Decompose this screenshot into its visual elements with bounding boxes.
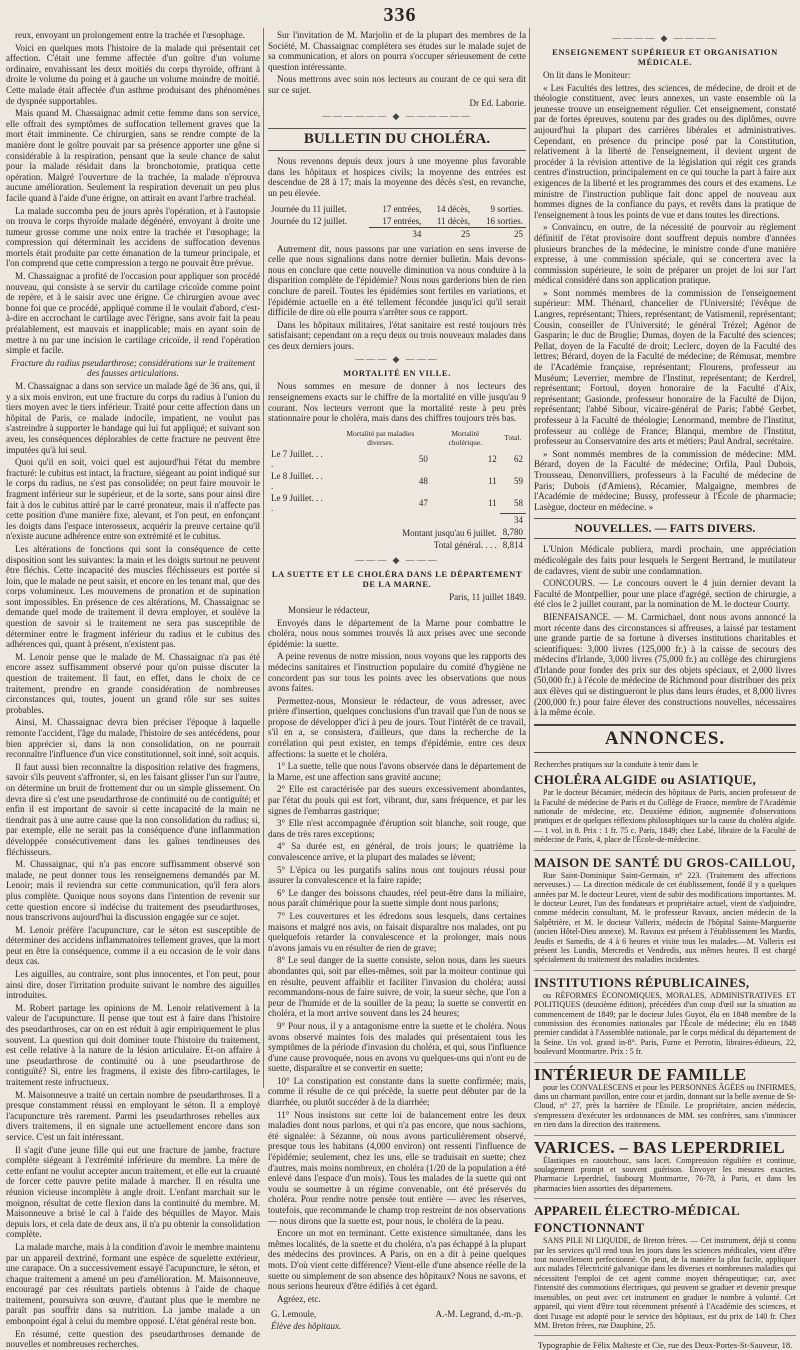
- enseignement-paragraphs: [534, 70, 796, 512]
- ad-body: Par le docteur Bécamier, médecin des hôpitaux de Paris, ancien professeur de la Faculté de médecine de Paris et du Collège de France, membre de l'Académie nationale de médecine, etc. Deuxième édition, augmentée d'observations pratiques et de quelques réflexions philosophiques sur la cause du choléra algide. — 1 vol. in 8. Prix : 1 fr. 75 c. Paris, 1849; chez Labé, libraire de la Faculté de médecine de Paris, 4, place de l'École-de-médecine.: [534, 788, 796, 845]
- paragraph: Autrement dit, nous passons par une variation en sens inverse de celle que nous signalions dans notre dernier bulletin. Mais devons-nous en conclure que cette nouvelle diminution va nous conduire à la disparition complète de l'épidémie? Nous nous garderions bien de rien conclure de pareil. Toutes les épidémies sont fertiles en variations, et l'épidémie actuelle en a été tellement fécondée jusqu'ici qu'il serait difficile de dire où elle pourra s'arrêter sous ce rapport.: [268, 243, 526, 318]
- paragraph: Les aiguilles, au contraire, sont plus innocentes, et l'on peut, pour ainsi dire, doser l'irritation produite suivant le nombre des aiguilles introduites.: [6, 969, 260, 1001]
- total-label: Total général. . . .: [433, 540, 497, 551]
- journee-deces: 14 décès,: [436, 203, 471, 214]
- advertisement: [534, 1063, 796, 1136]
- total-row: [268, 539, 526, 552]
- paragraph: Sur l'invitation de M. Marjolin et de la plupart des membres de la Société, M. Chassaignac complétera ses études sur le malade sujet de sa communication, et alors on pourra s'occuper sérieusement de cette question intéressante.: [268, 30, 526, 72]
- advertisement: [534, 851, 796, 971]
- paragraph: reux, envoyant un prolongement entre la trachée et l'œsophage.: [15, 30, 245, 40]
- paragraph: BIENFAISANCE. — M. Carmichael, dont nous avons annoncé la mort récente dans des circonstances si affreuses, a laissé par testament une grande partie de sa fortune à diverses institutions charitables et scientifiques: 3,000 livres (125,000 fr.) à la caisse de secours des médecins d'Irlande, 3,000 livres (75,000 fr.) au collège des chirurgiens d'Irlande pour fonder des prix sur des objets spéciaux, et 2,000 livres (50,000 fr.) à l'école de médecine de Richmond pour distribuer des prix aux élèves qui se distingueront le plus dans leurs études, et 8,000 livres (200,000 fr.) pour faire élever des constructions nouvelles, nécessaires à la même école.: [534, 611, 796, 718]
- column-rule-right: [529, 28, 530, 1088]
- mort-label: Le 9 Juillet. . . .: [271, 492, 323, 513]
- paragraph: M. Chassaignac a profité de l'occasion pour appliquer son procédé nouveau, qui consiste à se servir du cartilage cricoïde comme point de repère, et à le saisir avec une érigne. Ce chirurgien avoue avec bonne foi que ce procédé, appliqué comme il le voulait d'abord, c'est-à-dire en accrochant le cartilage avec l'érigne, sans avoir fait la peau préalablement, est mauvais et inapplicable; mais en ayant soin de mettre à nu par une incision le cartilage cricoïde, il rend l'opération simple et facile.: [6, 271, 260, 356]
- ad-lead: Recherches pratiques sur la conduite à tenir dans le: [534, 759, 698, 769]
- paragraph: Nous revenons depuis deux jours à une moyenne plus favorable dans les hôpitaux et hospices civils; la moyenne des entrées est descendue de 28 à 17; mais la moyenne des décès s'est, en revanche, un peu élevée.: [268, 156, 526, 198]
- ad-body: Rue Saint-Dominique Saint-Germain, n° 223. (Traitement des affections nerveuses.) — La direction médicale de cet établissement, fondé il y a quelques années par M. le docteur Leuret, vient de subir des modifications importantes. M. le docteur Leuret, l'un des fondateurs et propriétaire actuel, vient de s'adjoindre, comme médecin consultant, M. le professeur Ravaux, ancien médecin de la Salpêtrière, et M. le docteur Vallerix, médecin de l'hôpital Sainte-Marguerite (ancien Hôtel-Dieu annexe). M. Ravaux est présent à l'établissement les Mardis, Jeudis et Samedis, de 4 à 6 heures et visite tous les malades.—M. Vallerix est présent les Lundis, Mercredis et Vendredis, aux mêmes heures. Il est chargé spécialement du traitement des maladies incidentes.: [534, 870, 796, 965]
- bulletin-title: BULLETIN DU CHOLÉRA.: [268, 128, 526, 151]
- mort-chol: 11: [488, 475, 497, 486]
- typography-footer: Typographie de Félix Malteste et Cie, rue des Deux-Portes-St-Sauveur, 18.: [537, 1340, 793, 1350]
- journee-deces: 11 décès,: [436, 215, 471, 226]
- journee-sorties: 16 sorties.: [486, 215, 523, 226]
- ad-title: VARICES. – BAS LEPERDRIEL: [534, 1137, 785, 1157]
- advertisement: [534, 1199, 796, 1336]
- advertisements: [534, 757, 796, 1336]
- mort-header-chol: Mortalité cholérique.: [448, 428, 483, 447]
- ad-title: MAISON DE SANTÉ DU GROS-CAILLOU,: [534, 854, 796, 870]
- signer-1: G. Lemoule,: [271, 1309, 317, 1320]
- marne-salutation: Monsieur le rédacteur,: [288, 604, 370, 615]
- mort-diverses: 47: [418, 497, 428, 508]
- paragraph: M. Lenoir préfère l'acupuncture, car le séton est susceptible de déterminer des accidens inflammatoires tellement graves, que la mort peut en être la conséquence, comme il a eu occasion de le voir dans deux cas.: [6, 924, 260, 967]
- mort-total: 59: [514, 475, 523, 486]
- page-number: 336: [383, 4, 417, 26]
- paragraph: Voici en quelques mots l'histoire de la malade qui présentait cet affection. C'était une femme affectée d'un goître d'un volume ordinaire, envahissant les deux moitiés du corps thyroïde, offrant à droite le volume du poing et à gauche un volume moindre de moitié. Cette malade était affectée d'un asthme produisant des phénomènes de dyspnée supportables.: [6, 42, 260, 106]
- fracture-subhead: Fracture du radius pseudarthrose; considérations sur le traitement des fausses articulations.: [10, 357, 256, 379]
- journee-entrees: 17 entrées,: [382, 203, 422, 214]
- mortalite-row: [268, 470, 526, 492]
- paragraph: Il faut aussi bien reconnaître la disposition relative des fragmens, savoir s'ils peuvent s'affronter, si, en les faisant glisser l'un sur l'autre, on détermine un bruit de frottement dur ou un simple glissement. On devra dire si c'est une pseudarthrose de continuité ou de contiguïté; et enfin il est important de savoir si cette incapacité de la main ne tiendrait pas à une autre cause que la non consolidation du radius; si, par exemple, elle ne serait pas la conséquence d'une inflammation développée consécutivement dans les gaînes tendineuses des fléchisseurs.: [6, 761, 260, 857]
- mort-chol: 11: [488, 497, 497, 508]
- ornament-divider: ——— ◆ ———: [355, 555, 439, 566]
- column-1: [6, 30, 260, 1350]
- mortalite-table: [268, 428, 526, 552]
- total-sorties: 25: [473, 227, 526, 240]
- total-entrees: 34: [369, 227, 424, 240]
- paragraph: 3° Elle n'est accompagnée d'éruption soit blanche, soit rouge, que dans de très rares exceptions;: [268, 818, 526, 839]
- montant-value: 8,780: [502, 527, 523, 538]
- paragraph: M. Chassaignac a dans son service un malade âgé de 36 ans, qui, il y a six mois environ, eut une fracture du corps du radius à l'union du tiers moyen avec le tiers inférieur. Traité pour cette affection dans un hôpital de Paris, ce malade indocile, impatient, ne voulut pas s'astreindre à supporter le bandage qui lui fut appliqué; et suivant son aveu, les conséquences déplorables de cette fracture ne peuvent être imputées qu'à lui seul.: [6, 381, 260, 455]
- mort-total: 62: [514, 453, 523, 464]
- paragraph: M. Maisonneuve a traité un certain nombre de pseudarthroses. Il a presque constamment réussi en employant le séton. Il a employé l'acupuncture très rarement. Parmi les pseudarthroses rebelles aux divers traitemens, il en signale une actuellement encore dans son service. C'est un fait intéressant.: [6, 1089, 260, 1142]
- montant-label: Montant jusqu'au 6 juillet.: [402, 527, 497, 538]
- paragraph: « Les Facultés des lettres, des sciences, de médecine, de droit et de théologie constituent, avec leurs annexes, un vaste ensemble où la jeunesse trouve un enseignement régulier. Cet enseignement, constaté par de fortes épreuves, soutenu par des grades ou des diplômes, ouvre aujourd'hui la plupart des carrières libérales et administratives. Cependant, en présence du principe posé par la Constitution, relativement à la liberté de l'enseignement, il devient urgent de procéder à la révision attentive de la législation qui régit ces grands centres d'instruction, principalement en ce qui touche la part à faire aux exigences de la liberté et les programmes des cours et des examens. Le ministre de l'instruction publique fait donc appel de nouveau aux hommes dignes de la confiance du pays, et revêts dans la pratique de l'enseignement à tous les points de vue et dans toutes les directions.: [534, 82, 796, 220]
- paragraph: Quoi qu'il en soit, voici quel est aujourd'hui l'état du membre fracturé: le cubitus est intact, la fracture, siégeant au point indiqué sur le corps du radius, ne s'est pas consolidée; on peut faire mouvoir le fragment inférieur sur le supérieur, et de la sorte, sans pour ainsi dire fait à dos le cubitus attiré par le carré pronateur, mais il n'affecte pas cette position d'une manière fixe, alevant, et l'on peut, en enfonçant les doigts dans l'espace interosseux, acquérir la preuve certaine qu'il n'existe aucune adhérence entre son extrémité et le cubitus.: [6, 457, 260, 542]
- marne-date: Paris, 11 juillet 1849.: [449, 592, 526, 603]
- ad-title: INSTITUTIONS RÉPUBLICAINES,: [534, 974, 750, 990]
- bulletin-paragraphs: [268, 156, 526, 198]
- ad-body: Élastiques en caoutchouc, sans lacet. Compression régulière et continue, soulagement prompt et souvent guérison. Envoyer les mesures exactes. Pharmacie Leperdriel, faubourg Montmartre, 76-78, à Paris, et dans les pharmacies bien assorties des départemens.: [534, 1155, 796, 1193]
- paragraph: Dans les hôpitaux militaires, l'état sanitaire est resté toujours très satisfaisant; cependant on a reçu deux ou trois nouveaux malades dans ces deux derniers jours.: [268, 319, 526, 351]
- paragraph: 7° Les couvertures et les édredons sous lesquels, dans certaines maisons et malgré nos avis, on faisait disparaître nos malades, ont pu quelquefois retarder la convalescence et la prolonger, mais nous n'avons jamais vu en résulter de rien de grave;: [268, 910, 526, 953]
- mort-header-blank: [268, 428, 330, 448]
- ornament-divider: ——— ◆ ———: [355, 354, 439, 365]
- paragraph: Permettez-nous, Monsieur le rédacteur, de vous adresser, avec prière d'insertion, quelques conclusions d'un travail que l'un de nous se propose de développer d'ici à peu de jours. Tout l'intérêt de ce travail, s'il en a, se consistera, d'ailleurs, que dans la recherche de la corrélation qui peut exister, en temps d'épidémie, entre ces deux affections: la suette et le choléra.: [268, 695, 526, 759]
- signer-note: Élève des hôpitaux.: [271, 1321, 342, 1332]
- paragraph: M. Lenoir pense que le malade de M. Chassaignac n'a pas été encore assez suffisamment observé pour qu'on puisse discuter la question de traitement. Il faut, en effet, dans le choix de ce traitement, prendre en grande considération de nombreuses circonstances qui, toutes, jouent un grand rôle sur ses suites probables.: [6, 651, 260, 715]
- journee-total-row: [268, 227, 526, 240]
- ad-body: SANS PILE NI LIQUIDE, de Breton frères. — Cet instrument, déjà si connu par les services qu'il rend tous les jours dans les sciences médicales, vient d'être tout nouvellement perfectionné. On peut, de la manière la plus facile, appliquer aux malades l'électricité galvanique dans les diverses et nombreuses maladies qui nécessitent l'emploi de cet agent comme moyen thérapeutique; car, avec l'intensité des commotions électriques, qui peuvent se graduer et devenir presque insensibles, on peut avec cet instrument en graduer le nombre à volonté. Cet appareil, qui vient d'être tout récemment présenté à l'Académie des sciences, et dont l'usage est adopté pour le service des hôpitaux, est du prix de 140 fr. Chez MM. Breton frères, rue Dauphine, 25.: [534, 1236, 796, 1330]
- paragraph: 9° Pour nous, il y a antagonisme entre la suette et le choléra. Nous avons observé maintes fois des malades qui présentaient tous les symptômes de la période d'invasion du choléra, et qui, sous l'influence d'une cause provoquée, nous en avons vu quelques-uns qui n'ont eu de suette, disparaître et se convertir en suette;: [268, 1020, 526, 1074]
- paragraph: En résumé, cette question des pseudarthroses demande de nouvelles et nombreuses recherches.: [6, 1328, 260, 1350]
- journee-row: [268, 215, 526, 228]
- ad-body: ou RÉFORMES ÉCONOMIQUES, MORALES, ADMINISTRATIVES ET POLITIQUES (deuxième édition), précédées d'un coup d'œil sur la situation au commencement de 1849; par le docteur Jules Guyot, élu en 1848 membre de la commission des économies nationales par l'École de médecine; élu en 1848 premier candidat à l'Assemblée nationale, par le corps médical du département de la Seine. Un vol. grand in-8°. Paris, Furne et Perrotin, libraires-éditeurs, 22, boulevard Montmartre. Prix : 5 fr.: [534, 990, 796, 1057]
- journee-row: [268, 203, 526, 215]
- bulletin-paragraphs-2: [268, 244, 526, 352]
- paragraph: CONCOURS. — Le concours ouvert le 4 juin dernier devant la Faculté de Montpellier, pour une place d'agrégé, section de chirurgie, a été clos le 2 juillet courant, par la nomination de M. le docteur Courty.: [534, 578, 796, 610]
- paragraph: La malade marche, mais à la condition d'avoir le membre maintenu par un appareil dextriné, formant une espèce de squelette extérieur, une carapace. On a successivement essayé l'acupuncture, le séton, et chaque traitement a amené un peu d'amélioration. M. Maisonneuve, encouragé par ces résultats partiels obtenus à l'aide de chaque traitement, poursuivra son œuvre, d'autant plus que le membre ne paraît pas souffrir dans sa nutrition. La jambe malade a un embonpoint égal à celui du membre opposé. L'état général reste bon.: [6, 1241, 260, 1327]
- journee-label: Journée du 11 juillet.: [271, 203, 347, 214]
- journee-table: [268, 203, 526, 240]
- mort-header-total: Total.: [504, 433, 522, 443]
- paragraph: A peine revenus de notre mission, nous voyons que les rapports des médecins sanitaires et l'instruction populaire du comité d'hygiène ne concordent pas sur tous les points avec les observations que nous avons faites.: [268, 651, 526, 694]
- mort-label: Le 8 Juillet. . . .: [271, 470, 323, 491]
- journee-label: Journée du 12 juillet.: [271, 215, 347, 226]
- signer-2: A.-M. Legrand, d.-m.-p.: [435, 1309, 523, 1320]
- paragraph: 4° Sa durée est, en général, de trois jours; le quatrième la convalescence arrive, et la plupart des malades se lèvent;: [268, 841, 526, 862]
- paragraph: 5° L'épica ou les purgatifs salins nous ont toujours réussi pour assurer la convalescence et la faire rapide;: [268, 864, 526, 886]
- mort-sum: 34: [500, 514, 526, 527]
- paragraph: Nous sommes en mesure de donner à nos lecteurs des renseignemens exacts sur le chiffre de la mortalité en ville jusqu'au 9 courant. Nos lecteurs verront que la mortalité reste à peu près stationnaire pour le choléra, mais dans des chiffres toujours très bas.: [268, 381, 526, 424]
- mortalite-row: [268, 492, 526, 514]
- paragraph: Nous mettrons avec soin nos lecteurs au courant de ce qui sera dit sur ce sujet.: [268, 74, 526, 95]
- paragraph: La malade succomba peu de jours après l'opération, et à l'autopsie on trouva le corps thyroïde malade dégénéré, envoyant à droite une tumeur grosse comme une noix entre la trachée et l'œsophage; la compression qui déterminait les accidens de suffocation devenus mortels était produite par cette émanation de la tumeur principale, et l'on comprend que cette compression a tergo ne pouvait être prévue.: [6, 205, 260, 269]
- paragraph: Envoyés dans le département de la Marne pour combattre le choléra, nous nous sommes trouvés là aux prises avec une seconde épidémie: la suette.: [268, 617, 526, 649]
- paragraph: » Sont nommés membres de la commission de médecine: MM. Bérard, doyen de la Faculté de médecine; Orfila, Paul Dubois, Trousseau, Denonvilliers, professeurs à la Faculté de médecine de Paris; Dubois (d'Amiens), Récamier, Malgaigne, membres de l'Académie de médecine; Bussy, professeur à l'École de pharmacie; Lasègue, docteur en médecine. »: [534, 448, 796, 512]
- paragraph: Ainsi, M. Chassaignac devra bien préciser l'époque à laquelle remonte l'accident, l'âge du malade, l'histoire de ses antécédens, pour bien apprécier si, dans la non consolidation, on ne pourrait reconnaître l'influence d'un vice constitutionnel, soit inné, soit acquis.: [6, 717, 260, 760]
- mortalite-header-row: [268, 428, 526, 448]
- advertisement: [534, 757, 796, 851]
- paragraph: 10° La constipation est constante dans la suette confirmée; mais, comme il résulte de ce qui précède, la suette peut débuter par de la diarrhée, ou plutôt succéder à de la diarrhée;: [268, 1075, 526, 1108]
- paragraph: M. Robert partage les opinions de M. Lenoir relativement à la valeur de l'acupuncture. Il pense que tout est à faire dans l'histoire des pseudarthroses, car on en est réduit à agir empiriquement le plus souvent. La question qui doit dominer toute l'histoire du traitement, est celle relative à la nature de la lésion articulaire. Et-on affaire à une pseudarthrose de continuité ou à une pseudarthrose de contiguïté? Si, entre les fragmens, il existe des fibro-cartilages, le traitement reste infructueux.: [6, 1002, 260, 1087]
- paragraph: On lit dans le Moniteur:: [543, 70, 631, 80]
- mort-header-diverses: Mortalité par maladies diverses.: [346, 428, 415, 447]
- total-value: 8,814: [500, 539, 526, 552]
- column-rule-left: [263, 28, 264, 1088]
- ad-title: INTÉRIEUR DE FAMILLE: [534, 1064, 747, 1084]
- paragraph: » Convaincu, en outre, de la nécessité de pourvoir au règlement définitif de l'état provisoire dont souffrent depuis nombre d'années plusieurs branches de la médecine, le ministre conde d'une manière expresse, à une commission spéciale, qui se concertera avec la commission supérieure, le soin de préparer un projet de loi sur l'art médical considéré dans son application pratique.: [534, 222, 796, 286]
- intro-signature: Dr Ed. Laborie.: [469, 97, 526, 108]
- ornament-divider: —————— ◆ ——————: [322, 111, 472, 122]
- paragraph: Mais quand M. Chassaignac admit cette femme dans son service, elle offrait des symptômes de suffocation tellement graves que la mort était imminente. Ce chirurgien, sans se rendre compte de la manière dont le goître pouvait par sa présence apporter une gêne si considérable à la respiration, pensant que la seule chance de salut pour la malade résidait dans la bronchotomie, pratiqua cette opération. Malgré l'ouverture de la trachée, la malade n'éprouva aucune amélioration. Seulement la respiration devenait un peu plus facile quand à l'aide d'une érigne, on attirait en avant l'arbre trachéal.: [6, 108, 260, 203]
- advertisement: [534, 971, 796, 1063]
- mortalite-paragraphs: [268, 381, 526, 423]
- signers: [268, 1308, 526, 1332]
- col2-intro: [268, 30, 526, 96]
- mort-sum-row: [268, 514, 526, 527]
- marne-title: LA SUETTE ET LE CHOLÉRA DANS LE DÉPARTEMENT DE LA MARNE.: [271, 569, 523, 590]
- paragraph: » Sont nommés membres de la commission de l'enseignement supérieur: MM. Thénard, chancelier de l'Université; l'évêque de Langres, représentant; Thiers, représentant; de Vatismenil, représentant; Cousin, conseiller de l'Université; le général Trézel; Agénor de Gasparin; le duc de Broglie; Dumas, doyen de la Faculté des sciences; Pellat, doyen de la Faculté de droit; Leclerc, doyen de la Faculté des lettres; Bérard, doyen de la Faculté de médecine; de Rémusat, membre de l'Académie française, représentant; Flourens, professeur au Muséum; Leverrier, membre de l'Institut, représentant; de Kerdrel, représentant; Fortoul, doyen honoraire de la Faculté d'Aix, représentant; Gasionde, professeur honoraire de la Faculté de Dijon, représentant; l'abbé Sibour, vicaire-général de Paris; l'abbé Gerbet, professeur à la Faculté de théologie; Lenormand, membre de l'Institut, professeur au collège de France; Blanqui, membre de l'Institut, professeur au Conservatoire des arts et métiers; Paul Andral, secrétaire.: [534, 287, 796, 447]
- paragraph: L'Union Médicale publiera, mardi prochain, une appréciation médicolégale des faits pour lesquels le Sergent Bertrand, le mutilateur de cadavres, vient de subir une condamnation.: [534, 544, 796, 576]
- ornament-divider: ———— ◆ ————: [612, 33, 718, 43]
- annonces-title: ANNONCES.: [534, 724, 796, 753]
- col1-paragraphs-2: [6, 381, 260, 1350]
- mort-diverses: 48: [418, 475, 428, 486]
- total-deces: 25: [424, 227, 473, 240]
- mortalite-row: [268, 448, 526, 470]
- column-2: [268, 30, 526, 1332]
- mort-total: 58: [514, 497, 523, 508]
- journee-sorties: 9 sorties.: [490, 203, 523, 214]
- nouvelles-title: NOUVELLES. — FAITS DIVERS.: [534, 518, 796, 539]
- advertisement: [534, 1136, 796, 1200]
- paragraph: M. Chassaignac, qui n'a pas encore suffisamment observé son malade, ne peut donner tous les renseignemens demandés par M. Lenoir; mais il reviendra sur cette communication, qu'il fera alors plus complète. Quoique nous soyons dans l'intention de revenir sur cette question encore si indécise du traitement des pseudarthroses, nous transcrivons aujourd'hui la discussion engagée sur ce sujet.: [6, 859, 260, 923]
- paragraph: 11° Nous insistons sur cette loi de balancement entre les deux maladies dont nous parlons, et qui n'a pas encore, que nous sachions, été signalée: à Sézanne, où nous avons particulièrement observé, presque tous les habitans (4,000 environ) ont ressenti l'influence de l'épidémie; seulement, chez les uns, elle se traduisait en suette; chez d'autres, mais moins nombreux, en choléra (1/20 de la population a été enlevé dans l'espace d'un mois). Tous les malades de la suette qui ont voulu se soumettre à un régime convenable, ont été préservés du choléra. Pour rendre notre pensée tout entière — avec les réserves, toutefois, que recommande le champ trop restreint de nos observations — nous dirons que la suette est, pour nous, le choléra de la peau.: [268, 1109, 526, 1226]
- paragraph: 2° Elle est caractérisée par des sueurs excessivement abondantes, par l'état du pouls qui est fort, vibrant, dur, sans fréquence, et par les signes de l'embarras gastrique;: [268, 784, 526, 816]
- journee-entrees: 17 entrées,: [382, 215, 422, 226]
- col1-paragraphs: [6, 30, 260, 356]
- montant-row: [268, 526, 526, 539]
- mort-diverses: 50: [418, 453, 428, 464]
- mort-label: Le 7 Juillet. . . .: [271, 448, 323, 469]
- mortalite-title: MORTALITÉ EN VILLE.: [343, 368, 451, 379]
- enseignement-title: ENSEIGNEMENT SUPÉRIEUR ET ORGANISATION MÉDICALE.: [552, 47, 778, 67]
- paragraph: Les altérations de fonctions qui sont la conséquence de cette disposition sont les suivantes: la main et les doigts surtout ne peuvent être fléchis. Cette incapacité des muscles fléchisseurs est portée si loin, que le malade ne peut saisir, et encore en les tenant mal, que des corps volumineux. Les mouvemens de pronation et de supination sont impossibles. En présence de ces altérations, M. Chassaignac se demande quel mode de traitement il devra employer, et soulève la question de savoir si le traitement ne sera pas susceptible de déterminer entre le fragment inférieur du radius et le cubitus des adhérences qui, quant à présent, n'existent pas.: [6, 543, 260, 650]
- paragraph: Encore un mot en terminant. Cette existence simultanée, dans les mêmes localités, de la suette et du choléra, n'a pas échappé à la plupart des médecins des provinces. A Paris, on en a dit à peine quelques mots. D'où vient cette différence? Vient-elle d'une absence réelle de la suette ou simplement de son absence des hôpitaux? Nous ne savons, et nous serions heureux d'être édifiés à cet égard.: [268, 1228, 526, 1292]
- marne-paragraphs: [268, 618, 526, 1305]
- ad-title: CHOLÉRA ALGIDE ou ASIATIQUE,: [534, 772, 756, 788]
- paragraph: Agréez, etc.: [277, 1293, 321, 1304]
- paragraph: 8° Le seul danger de la suette consiste, selon nous, dans les sueurs abondantes qui, soit par elles-mêmes, soit par la moiteur continue qui en résulte, peuvent affaiblir et faciliter l'invasion du choléra; aussi recommandons-nous de faire suivre, de voir, la sueur sèche, que l'on a peur de l'humide et de la souiller de la peau; la suette se convertit en choléra, et la mort arrive souvent dans les 24 heures;: [268, 955, 526, 1019]
- mort-chol: 12: [487, 453, 497, 464]
- ad-body: pour les CONVALESCENS et pour les PERSONNES ÂGÉES ou INFIRMES, dans un charmant pavillon, entre cour et jardin, donnant sur la belle avenue de St-Cloud, n° 27, près la barrière de l'Étoile. Le propriétaire, ancien médecin, s'empressera d'exécuter les ordonnances de MM. ses confrères, sans s'immiscer en rien dans la direction des traitemens.: [534, 1082, 796, 1130]
- ad-title: APPAREIL ÉLECTRO-MÉDICAL FONCTIONNANT: [534, 1203, 740, 1236]
- paragraph: 6° Le danger des boissons chaudes, réel peut-être dans la miliaire, nous paraît chimérique pour la suette simple dont nous parlons;: [268, 887, 526, 909]
- paragraph: 1° La suette, telle que nous l'avons observée dans le département de la Marne, est une affection sans gravité aucune;: [268, 761, 526, 782]
- column-3: [534, 30, 796, 1350]
- nouvelles-paragraphs: [534, 544, 796, 718]
- paragraph: Il s'agit d'une jeune fille qui eut une fracture de jambe, fracture complète siégeant à l'extrémité inférieure du membre. La mère de cette enfant ne voulut accepter aucun traitement, et elle eut la cruauté de forcer cette pauvre petite malade à marcher. Il en résulta une réunion vicieuse incomplète à angle droit. L'enfant marchait sur le moignon, résultat de cette flexion dans la continuité du membre. M. Maisonneuve a brisé le cal à l'aide des béquilles de Mayor. Mais depuis lors, et cela date de deux ans, il n'a pu obtenir la consolidation complète.: [6, 1144, 260, 1240]
